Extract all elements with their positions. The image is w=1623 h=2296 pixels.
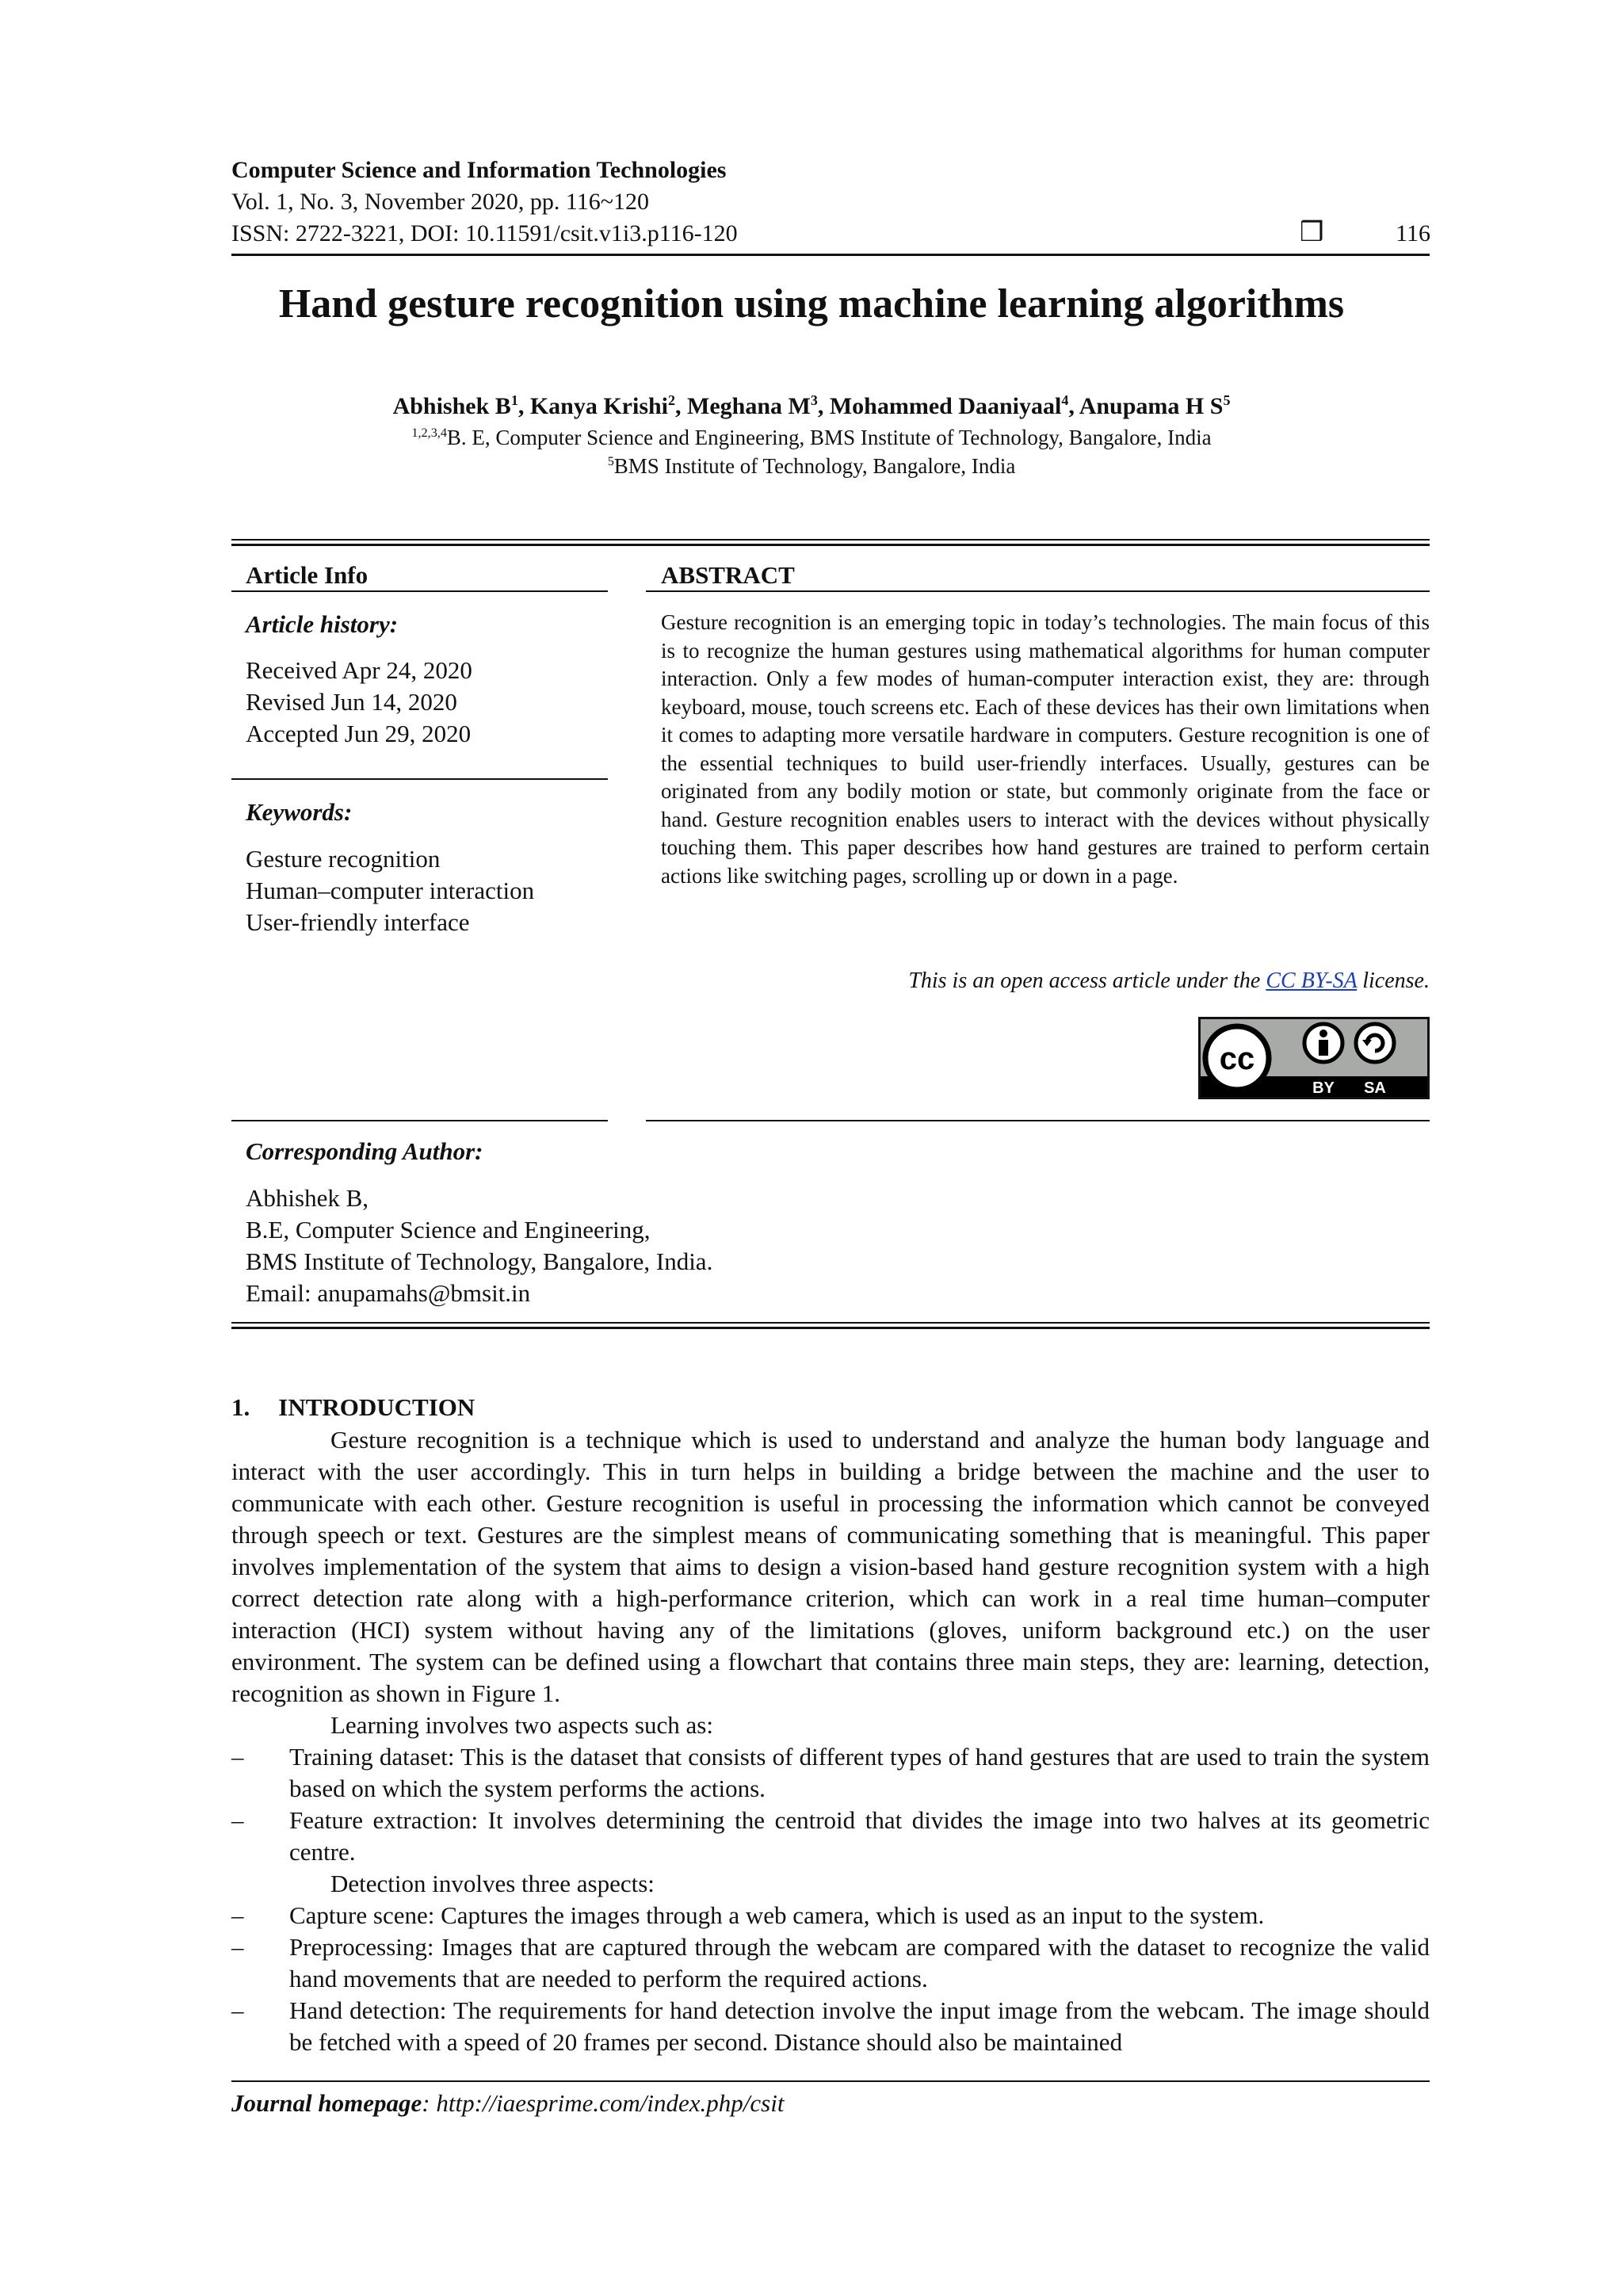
- history-revised: Revised Jun 14, 2020: [246, 688, 457, 716]
- journal-homepage: Journal homepage: http://iaesprime.com/index.php/csit: [231, 2089, 785, 2117]
- list-item: – Training dataset: This is the dataset that consists of different types of hand gestures that are used to train the system based on which the system performs the actions.: [231, 1743, 1430, 1802]
- intro-heading: [231, 1392, 475, 1423]
- author: Anupama H S: [1079, 393, 1224, 419]
- cc-by-sa-link[interactable]: CC BY-SA: [1266, 968, 1358, 993]
- cc-label: cc: [1219, 1041, 1255, 1076]
- abstract-heading: ABSTRACT: [661, 561, 795, 589]
- journal-volume: Vol. 1, No. 3, November 2020, pp. 116~120: [231, 189, 650, 215]
- list-item: – Feature extraction: It involves determining the centroid that divides the image into two halves at its geometric centre.: [231, 1806, 1430, 1866]
- article-info-rule: [231, 590, 608, 592]
- keyword-item: Gesture recognition: [246, 845, 441, 873]
- list-item: – Hand detection: The requirements for hand detection involve the input image from the webcam. The image should be fetched with a speed of 20 frames per second. Distance should also be maintained: [231, 1996, 1430, 2056]
- infobox-top-rule: [231, 539, 1430, 541]
- affiliation-1: $^{1,2,3,4}$B. E, Computer Science and Engineering, BMS Institute of Technology, Bangalore, India: [411, 426, 1212, 449]
- by-label: BY: [1312, 1079, 1335, 1097]
- author: Mohammed Daaniyaal: [829, 393, 1062, 419]
- journal-issn: ISSN: 2722-3221, DOI: 10.11591/csit.v1i3.p116-120: [231, 220, 738, 246]
- detection-intro: Detection involves three aspects:: [330, 1870, 655, 1897]
- intro-body: [231, 1424, 1430, 2058]
- intro-title: INTRODUCTION: [278, 1393, 475, 1421]
- affiliation-2: $^5$BMS Institute of Technology, Bangalore, India: [607, 454, 1016, 478]
- intro-number: 1.: [231, 1393, 250, 1421]
- footer-rule: [231, 2080, 1430, 2082]
- keywords-heading: Keywords:: [246, 798, 353, 826]
- corr-name: Abhishek B,: [246, 1184, 369, 1212]
- keywords-rule: [231, 778, 608, 780]
- infobox-bottom-rule-2: [231, 1327, 1430, 1329]
- abstract-rule: [646, 590, 1430, 592]
- infobox-top-rule-2: [231, 544, 1430, 546]
- infobox-bottom-rule: [231, 1322, 1430, 1324]
- homepage-url[interactable]: http://iaesprime.com/index.php/csit: [436, 2089, 785, 2117]
- license-note: This is an open access article under the CC BY-SA license.: [908, 968, 1430, 993]
- corr-institute: BMS Institute of Technology, Bangalore, India.: [246, 1247, 713, 1275]
- history-received: Received Apr 24, 2020: [246, 656, 472, 684]
- header-rule: [231, 254, 1430, 256]
- list-item: – Capture scene: Captures the images through a web camera, which is used as an input to the system.: [231, 1901, 1265, 1929]
- cc-badge-graphic: [1201, 1019, 1427, 1097]
- cc-by-sa-badge-icon: [1198, 1017, 1430, 1099]
- author: Kanya Krishi: [529, 393, 669, 419]
- corr-rule-right: [646, 1120, 1430, 1121]
- keyword-item: Human–computer interaction: [246, 877, 535, 904]
- page-number: 116: [1396, 220, 1430, 246]
- corr-dept: B.E, Computer Science and Engineering,: [246, 1216, 651, 1244]
- corresponding-heading: Corresponding Author:: [246, 1137, 483, 1165]
- sa-label: SA: [1364, 1079, 1386, 1097]
- learning-intro: Learning involves two aspects such as:: [330, 1711, 713, 1739]
- article-info-heading: Article Info: [246, 561, 369, 589]
- journal-name: Computer Science and Information Technologies: [231, 157, 727, 183]
- page-icon: ❒: [1300, 218, 1324, 247]
- paper-title: Hand gesture recognition using machine learning algorithms: [278, 281, 1345, 327]
- author: Abhishek B: [392, 393, 511, 419]
- intro-paragraph: Gesture recognition is a technique which is used to understand and analyze the human body language and interact with the user accordingly. This in turn helps in building a bridge between the machine and the user to communicate with each other. Gesture recognition is useful in processing the information which cannot be conveyed through speech or text. Gestures are the simplest means of communicating something that is meaningful. This paper involves implementation of the system that aims to design a vision-based hand gesture recognition system with a high correct detection rate along with a high-performance criterion, which can work in a real time human–computer interaction (HCI) system without having any of the limitations (gloves, uniform background etc.) on the user environment. The system can be defined using a flowchart that contains three main steps, they are: learning, detection, recognition as shown in Figure 1.: [231, 1426, 1430, 1707]
- list-item: – Preprocessing: Images that are captured through the webcam are compared with the dataset to recognize the valid hand movements that are needed to perform the required actions.: [231, 1933, 1430, 1992]
- corr-email: Email: anupamahs@bmsit.in: [246, 1279, 531, 1307]
- keyword-item: User-friendly interface: [246, 908, 470, 936]
- article-history-heading: Article history:: [246, 610, 399, 638]
- author: Meghana M: [687, 393, 811, 419]
- corr-rule-left: [231, 1120, 608, 1121]
- abstract-text: Gesture recognition is an emerging topic in today’s technologies. The main focus of this is to recognize the human gestures using mathematical algorithms for human computer interaction. Only a few modes of human-computer interaction exist, they are: through keyboard, mouse, touch screens etc. Each of these devices has their own limitations when it comes to adapting more versatile hardware in computers. Gesture recognition is one of the essential techniques to build user-friendly interfaces. Usually, gestures can be originated from any bodily motion or state, but commonly originate from the face or hand. Gesture recognition enables users to interact with the devices without physically touching them. This paper describes how hand gestures are trained to perform certain actions like switching pages, scrolling up or down in a page.: [661, 610, 1430, 888]
- history-accepted: Accepted Jun 29, 2020: [246, 720, 472, 747]
- author-list: Abhishek $B^1$, Kanya Krishi$^2$, Meghana $M^3$, Mohammed Daaniyaal$^4$, Anupama H $S^5$: [392, 392, 1231, 419]
